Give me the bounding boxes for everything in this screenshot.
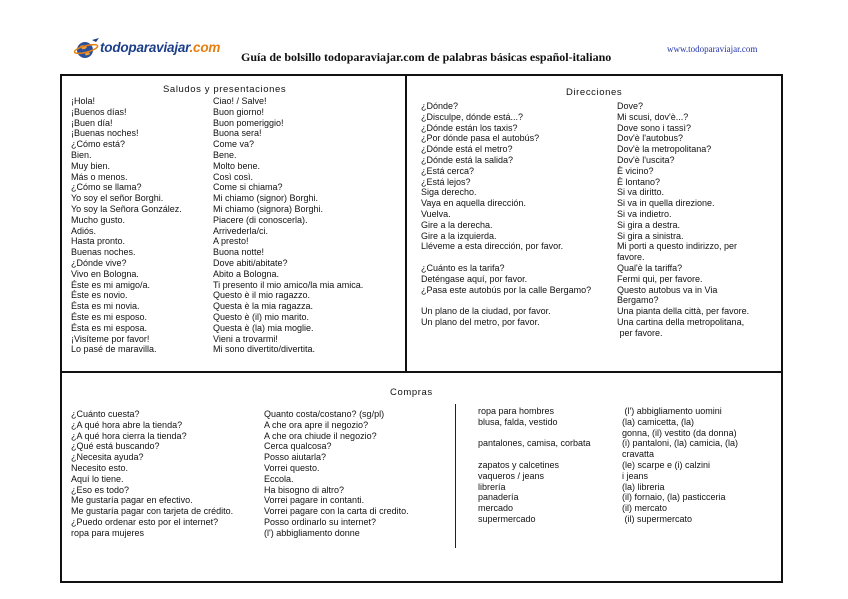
spanish-phrase: ¿Dónde están los taxis? (421, 122, 518, 133)
phrase-row (478, 471, 790, 482)
spanish-phrase: Mucho gusto. (71, 214, 126, 225)
italian-phrase: A che ora chiude il negozio? (264, 430, 377, 441)
phrase-row (71, 517, 450, 528)
italian-phrase: Questo è il mio ragazzo. (213, 290, 311, 301)
italian-phrase: Piacere (di conoscerla). (213, 214, 308, 225)
phrase-row (421, 155, 777, 166)
spanish-phrase: pantalones, camisa, corbata (478, 438, 591, 449)
spanish-phrase (478, 428, 622, 439)
italian-phrase: Ha bisogno di altro? (264, 484, 345, 495)
italian-phrase: Posso aiutarla? (264, 452, 327, 463)
phrase-row (421, 241, 777, 252)
spanish-phrase: ¿Eso es todo? (71, 484, 130, 495)
italian-phrase: (i) pantaloni, (la) camicia, (la) (622, 438, 739, 449)
logo-text: todoparaviajar.com (100, 40, 221, 55)
spanish-phrase: ¡Visíteme por favor! (71, 333, 150, 344)
phrase-row (71, 334, 423, 345)
spanish-phrase: Gire a la izquierda. (421, 230, 497, 241)
spanish-phrase: ¿Está lejos? (421, 176, 471, 187)
spanish-phrase (421, 295, 617, 306)
phrase-row (71, 463, 450, 474)
spanish-phrase: mercado (478, 503, 514, 514)
italian-phrase: (la) camicetta, (la) (622, 416, 695, 427)
spanish-phrase: panadería (478, 492, 519, 503)
phrase-row (421, 306, 777, 317)
italian-phrase: Una cartina della metropolitana, (617, 316, 745, 327)
italian-phrase: Questo autobus va in Via (617, 284, 718, 295)
phrase-row (421, 274, 777, 285)
phrase-row (478, 417, 790, 428)
phrase-row (71, 420, 450, 431)
italian-phrase: Buona sera! (213, 128, 262, 139)
phrase-row (71, 441, 450, 452)
spanish-phrase: Bien. (71, 149, 92, 160)
italian-phrase: Come si chiama? (213, 182, 283, 193)
phrase-row (71, 107, 423, 118)
phrase-row (421, 112, 777, 123)
spanish-phrase: ¿Puedo ordenar esto por el internet? (71, 516, 219, 527)
section-title-compras: Compras (390, 387, 433, 398)
italian-phrase: Vieni a trovarmi! (213, 333, 278, 344)
italian-phrase: i jeans (622, 470, 649, 481)
phrase-row (478, 492, 790, 503)
italian-phrase: (il) fornaio, (la) pasticceria (622, 492, 726, 503)
italian-phrase: Ti presento il mio amico/la mia amica. (213, 279, 364, 290)
phrase-row (71, 528, 450, 539)
spanish-phrase: ¡Buenos días! (71, 106, 127, 117)
spanish-phrase: Ésta es mi esposa. (71, 322, 148, 333)
spanish-phrase: Buenas noches. (71, 247, 136, 258)
phrase-row (421, 220, 777, 231)
spanish-phrase: ¿Dónde está la salida? (421, 154, 514, 165)
phrase-row (71, 226, 423, 237)
phrase-row (478, 406, 790, 417)
phrase-row (71, 323, 423, 334)
italian-phrase: (l') abbigliamento donne (264, 527, 360, 538)
phrase-row (71, 431, 450, 442)
italian-phrase: Dove sono i tassì? (617, 122, 692, 133)
spanish-phrase: Siga derecho. (421, 187, 477, 198)
phrase-row (71, 139, 423, 150)
italian-phrase: Così così. (213, 171, 254, 182)
phrase-row (421, 144, 777, 155)
italian-phrase: Buon giorno! (213, 106, 265, 117)
spanish-phrase: ropa para mujeres (71, 527, 145, 538)
phrase-row (71, 204, 423, 215)
spanish-phrase: Gire a la derecha. (421, 219, 493, 230)
phrase-row (421, 252, 777, 263)
spanish-phrase: Deténgase aquí, por favor. (421, 273, 528, 284)
phrase-row (71, 118, 423, 129)
phrase-row (478, 514, 790, 525)
spanish-phrase: Un plano de la ciudad, por favor. (421, 306, 551, 317)
phrase-row (71, 247, 423, 258)
spanish-phrase: ¿Dónde está el metro? (421, 144, 513, 155)
spanish-phrase: Necesito esto. (71, 462, 129, 473)
spanish-phrase: Vivo en Bologna. (71, 268, 139, 279)
italian-phrase: Buona notte! (213, 247, 265, 258)
phrase-row (71, 290, 423, 301)
spanish-phrase: Vuelva. (421, 208, 451, 219)
italian-phrase: Buon pomeriggio! (213, 117, 284, 128)
spanish-phrase: ¡Buen día! (71, 117, 113, 128)
phrase-row (71, 258, 423, 269)
spanish-phrase: librería (478, 481, 506, 492)
phrase-row (421, 166, 777, 177)
spanish-phrase: Me gustaría pagar con tarjeta de crédito. (71, 506, 234, 517)
site-url-link[interactable]: www.todoparaviajar.com (667, 44, 758, 54)
italian-phrase: È lontano? (617, 176, 661, 187)
italian-phrase: Si va indietro. (617, 208, 672, 219)
italian-phrase: Questo è (il) mio marito. (213, 311, 310, 322)
spanish-phrase: ¡Hola! (71, 96, 96, 106)
spanish-phrase: supermercado (478, 513, 536, 524)
italian-phrase: favore. (617, 252, 645, 263)
spanish-phrase: ¿Dónde? (421, 101, 459, 111)
italian-phrase: Si va diritto. (617, 187, 665, 198)
italian-phrase: Mi chiamo (signor) Borghi. (213, 193, 319, 204)
logo (74, 36, 224, 62)
phrase-row (71, 485, 450, 496)
spanish-phrase: ¿Cuánto es la tarifa? (421, 262, 505, 273)
italian-phrase: Si gira a sinistra. (617, 230, 684, 241)
spanish-phrase: vaqueros / jeans (478, 470, 545, 481)
compras-right-list (478, 406, 790, 525)
spanish-phrase: Un plano del metro, por favor. (421, 316, 540, 327)
spanish-phrase: Lo pasé de maravilla. (71, 344, 157, 355)
italian-phrase: Ciao! / Salve! (213, 96, 267, 106)
phrase-row (71, 182, 423, 193)
spanish-phrase: ¿Está cerca? (421, 165, 475, 176)
italian-phrase: Bene. (213, 149, 237, 160)
spanish-phrase: zapatos y calcetines (478, 459, 560, 470)
compras-left-list (71, 409, 450, 539)
spanish-phrase: ¿Por dónde pasa el autobús? (421, 133, 540, 144)
phrase-row (421, 328, 777, 339)
italian-phrase: Quanto costa/costano? (sg/pl) (264, 409, 385, 419)
phrase-row (71, 495, 450, 506)
phrase-row (478, 503, 790, 514)
phrase-row (71, 506, 450, 517)
italian-phrase: È vicino? (617, 165, 654, 176)
horizontal-divider (60, 371, 783, 373)
spanish-phrase: Éste es mi amigo/a. (71, 279, 151, 290)
spanish-phrase: ¿Cuánto cuesta? (71, 409, 140, 419)
phrase-row (478, 460, 790, 471)
italian-phrase: Fermi qui, per favore. (617, 273, 703, 284)
italian-phrase: Arrivederla/ci. (213, 225, 269, 236)
spanish-phrase: Adiós. (71, 225, 97, 236)
phrase-row (478, 438, 790, 449)
spanish-phrase: ¿Pasa este autobús por la calle Bergamo? (421, 284, 592, 295)
phrase-row (71, 474, 450, 485)
italian-phrase: gonna, (il) vestito (da donna) (622, 427, 737, 438)
italian-phrase: Vorrei questo. (264, 462, 320, 473)
phrase-row (71, 128, 423, 139)
section-title-saludos: Saludos y presentaciones (163, 84, 287, 95)
phrase-row (421, 101, 777, 112)
spanish-phrase: Aquí lo tiene. (71, 473, 124, 484)
phrase-row (71, 161, 423, 172)
phrase-row (421, 198, 777, 209)
phrase-row (71, 280, 423, 291)
italian-phrase: Vorrei pagare con la carta di credito. (264, 506, 409, 517)
phrase-row (71, 236, 423, 247)
spanish-phrase: ¿Qué está buscando? (71, 441, 160, 452)
italian-phrase: (la) libreria (622, 481, 665, 492)
shopping-column-divider (455, 404, 456, 548)
italian-phrase: Bergamo? (617, 295, 659, 306)
spanish-phrase: ¿Cómo se llama? (71, 182, 142, 193)
italian-phrase: A presto! (213, 236, 249, 247)
italian-phrase: (il) mercato (622, 503, 668, 514)
section-title-direcciones: Direcciones (566, 87, 623, 98)
italian-phrase: Dove? (617, 101, 644, 111)
document-title: Guía de bolsillo todoparaviajar.com de palabras básicas español-italiano (241, 50, 612, 64)
phrase-row (421, 295, 777, 306)
italian-phrase: (l') abbigliamento uomini (622, 406, 722, 416)
italian-phrase: (il) supermercato (622, 513, 693, 524)
italian-phrase: Come va? (213, 139, 255, 150)
spanish-phrase: ¿Necesita ayuda? (71, 452, 144, 463)
spanish-phrase: ¿A qué hora abre la tienda? (71, 419, 183, 430)
spanish-phrase: Ésta es mi novia. (71, 301, 140, 312)
italian-phrase: Mi scusi, dov'è...? (617, 111, 689, 122)
italian-phrase: cravatta (622, 449, 655, 460)
spanish-phrase: Me gustaría pagar en efectivo. (71, 495, 193, 506)
spanish-phrase: ¡Buenas noches! (71, 128, 139, 139)
spanish-phrase (478, 449, 622, 460)
italian-phrase: Eccola. (264, 473, 294, 484)
phrase-row (421, 285, 777, 296)
spanish-phrase: ¿A qué hora cierra la tienda? (71, 430, 187, 441)
italian-phrase: Una pianta della città, per favore. (617, 306, 750, 317)
phrase-row (71, 344, 423, 355)
spanish-phrase: Yo soy la Señora González. (71, 203, 182, 214)
italian-phrase: Abito a Bologna. (213, 268, 280, 279)
phrase-row (71, 215, 423, 226)
italian-phrase: Si gira a destra. (617, 219, 681, 230)
phrase-row (71, 269, 423, 280)
phrase-row (421, 209, 777, 220)
phrase-row (421, 187, 777, 198)
spanish-phrase (421, 328, 617, 339)
spanish-phrase: Lléveme a esta dirección, por favor. (421, 241, 564, 252)
phrase-row (71, 172, 423, 183)
phrase-row (421, 263, 777, 274)
italian-phrase: Vorrei pagare in contanti. (264, 495, 365, 506)
italian-phrase: Questa è la mia ragazza. (213, 301, 314, 312)
spanish-phrase: ropa para hombres (478, 406, 555, 416)
spanish-phrase: Más o menos. (71, 171, 128, 182)
phrase-row (478, 428, 790, 439)
spanish-phrase: Yo soy el señor Borghi. (71, 193, 164, 204)
italian-phrase: Mi porti a questo indirizzo, per (617, 241, 738, 252)
phrase-row (421, 123, 777, 134)
spanish-phrase: Muy bien. (71, 160, 111, 171)
phrase-row (71, 193, 423, 204)
direcciones-list (421, 101, 777, 339)
italian-phrase: A che ora apre il negozio? (264, 419, 369, 430)
italian-phrase: Molto bene. (213, 160, 261, 171)
italian-phrase: Cerca qualcosa? (264, 441, 332, 452)
phrase-row (71, 150, 423, 161)
phrase-row (71, 301, 423, 312)
phrase-row (71, 409, 450, 420)
phrase-row (478, 449, 790, 460)
spanish-phrase: blusa, falda, vestido (478, 416, 558, 427)
italian-phrase: Dove abiti/abitate? (213, 257, 288, 268)
phrase-row (421, 317, 777, 328)
spanish-phrase: Éste es novio. (71, 290, 128, 301)
spanish-phrase: ¿Cómo está? (71, 139, 126, 150)
italian-phrase: Dov'è la metropolitana? (617, 144, 712, 155)
italian-phrase: Mi sono divertito/divertita. (213, 344, 316, 355)
italian-phrase: Questa è (la) mia moglie. (213, 322, 314, 333)
phrase-row (421, 231, 777, 242)
italian-phrase: Dov'è l'uscita? (617, 154, 675, 165)
spanish-phrase (421, 252, 617, 263)
italian-phrase: Si va in quella direzione. (617, 198, 715, 209)
italian-phrase: Mi chiamo (signora) Borghi. (213, 203, 324, 214)
phrase-row (478, 482, 790, 493)
phrase-row (421, 133, 777, 144)
phrase-row (71, 452, 450, 463)
spanish-phrase: ¿Dónde vive? (71, 257, 127, 268)
spanish-phrase: Hasta pronto. (71, 236, 126, 247)
spanish-phrase: Éste es mi esposo. (71, 311, 148, 322)
phrase-row (71, 96, 423, 107)
spanish-phrase: Vaya en aquella dirección. (421, 198, 526, 209)
italian-phrase: per favore. (617, 327, 663, 338)
spanish-phrase: ¿Disculpe, dónde está...? (421, 111, 524, 122)
saludos-list (71, 96, 423, 355)
italian-phrase: Dov'è l'autobus? (617, 133, 683, 144)
phrase-row (421, 177, 777, 188)
italian-phrase: (le) scarpe e (i) calzini (622, 459, 711, 470)
phrase-row (71, 312, 423, 323)
italian-phrase: Posso ordinarlo su internet? (264, 516, 377, 527)
italian-phrase: Qual'è la tariffa? (617, 262, 683, 273)
